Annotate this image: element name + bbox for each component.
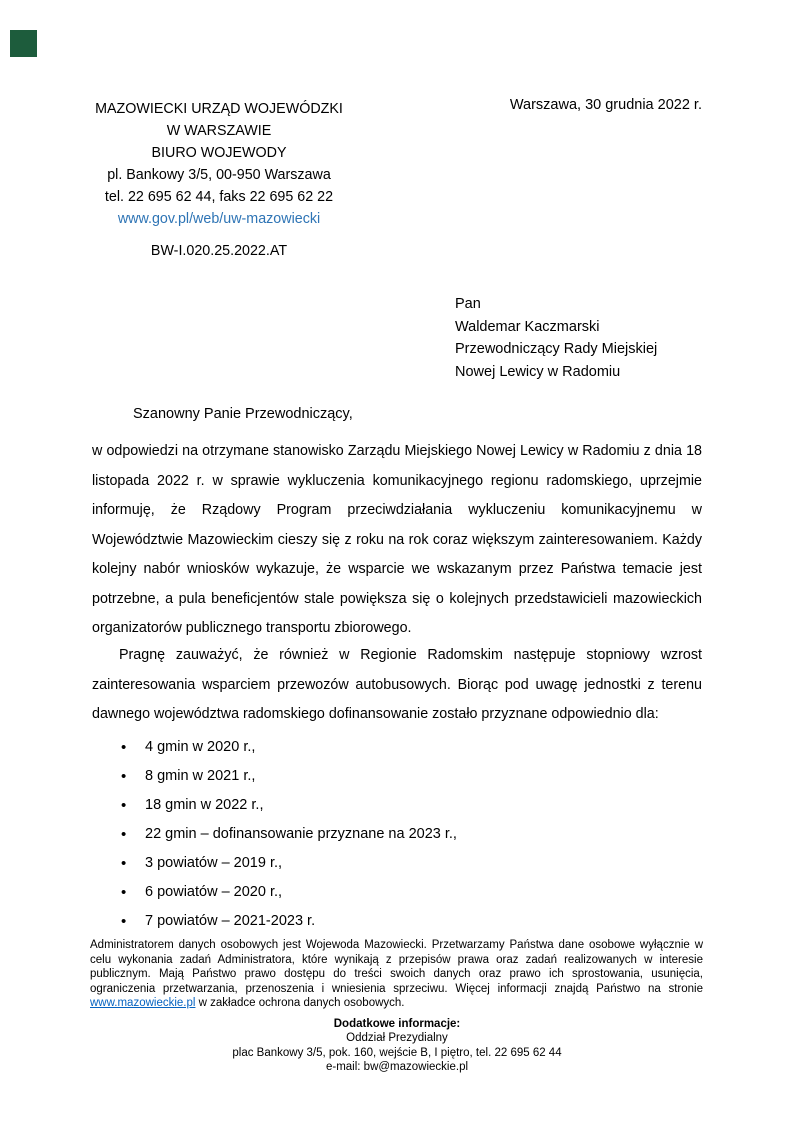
funding-bullet-item: [92, 791, 702, 820]
corner-mark: [10, 30, 37, 57]
funding-bullet-item: [92, 733, 702, 762]
letterhead-org-name: MAZOWIECKI URZĄD WOJEWÓDZKI: [95, 101, 343, 117]
disclaimer-text-before: Administratorem danych osobowych jest Wojewoda Mazowiecki. Przetwarzamy Państwa dane osobowe wyłącznie w celu wykonania zadań Administratora, które wynikają z przepisów prawa oraz zadań realizowanych w interesie publicznym. Mają Państwo prawo dostępu do treści swoich danych oraz prawo ich sprostowania, usunięcia, ograniczenia przetwarzania, przenoszenia i wniesienia sprzeciwu. Więcej informacji znajdą Państwo na stronie: [90, 939, 703, 995]
reference-number: BW-I.020.25.2022.AT: [150, 243, 288, 259]
funding-bullet-item: [92, 907, 702, 936]
disclaimer-text-after: w zakładce ochrona danych osobowych.: [195, 997, 405, 1010]
date-line: Warszawa, 30 grudnia 2022 r.: [509, 97, 702, 113]
letterhead-website-link[interactable]: www.gov.pl/web/uw-mazowiecki: [117, 211, 321, 227]
funding-bullet-list: [92, 733, 702, 936]
recipient-name: Waldemar Kaczmarski: [455, 318, 600, 335]
additional-info-block: [92, 1017, 702, 1075]
funding-bullet-text: 7 powiatów – 2021-2023 r.: [145, 913, 316, 929]
funding-bullet-text: 4 gmin w 2020 r.,: [145, 739, 256, 755]
additional-info-department: Oddział Prezydialny: [346, 1032, 448, 1045]
recipient-title-line2: Nowej Lewicy w Radomiu: [455, 363, 621, 380]
mazowieckie-website-link[interactable]: www.mazowieckie.pl: [90, 997, 196, 1010]
additional-info-email: e-mail: bw@mazowieckie.pl: [325, 1061, 469, 1074]
funding-bullet-text: 22 gmin – dofinansowanie przyznane na 2023 r.,: [145, 826, 457, 842]
privacy-disclaimer: [90, 938, 703, 1011]
funding-bullet-item: [92, 762, 702, 791]
greeting-line: Szanowny Panie Przewodniczący,: [133, 406, 353, 422]
paragraph-radom-region: Pragnę zauważyć, że również w Regionie Radomskim następuje stopniowy wzrost zainteresowania wsparciem przewozów autobusowych. Biorąc pod uwagę jednostki z terenu dawnego województwa radomskiego dofinansowanie zostało przyznane odpowiednio dla:: [92, 647, 702, 722]
funding-bullet-text: 3 powiatów – 2019 r.,: [145, 855, 283, 871]
recipient-title-line1: Przewodniczący Rady Miejskiej: [455, 341, 658, 357]
recipient-block: [455, 293, 657, 383]
letterhead-org-city: W WARSZAWIE: [166, 123, 272, 139]
paragraph-program-response: w odpowiedzi na otrzymane stanowisko Zarządu Miejskiego Nowej Lewicy w Radomiu z dnia 18 listopada 2022 r. w sprawie wykluczenia komunikacyjnego regionu radomskiego, uprzejmie informuję, że Rządowy Program przeciwdziałania wykluczeniu komunikacyjnemu w Województwie Mazowieckim cieszy się z roku na rok coraz większym zainteresowaniem. Każdy kolejny nabór wniosków wykazuje, że wsparcie we wskazanym przez Państwa temacie jest potrzebne, a pula beneficjentów stale powiększa się o kolejnych przedstawicieli mazowieckich organizatorów publicznego transportu zbiorowego.: [92, 443, 702, 636]
funding-bullet-text: 18 gmin w 2022 r.,: [145, 797, 264, 813]
letterhead-office: BIURO WOJEWODY: [151, 145, 287, 161]
funding-bullet-item: [92, 820, 702, 849]
additional-info-address: plac Bankowy 3/5, pok. 160, wejście B, I piętro, tel. 22 695 62 44: [232, 1046, 562, 1059]
funding-bullet-text: 6 powiatów – 2020 r.,: [145, 884, 283, 900]
funding-bullet-item: [92, 878, 702, 907]
recipient-salutation-word: Pan: [455, 296, 481, 312]
funding-bullet-item: [92, 849, 702, 878]
additional-info-title: Dodatkowe informacje:: [333, 1018, 461, 1030]
letterhead: [88, 98, 350, 262]
funding-bullet-text: 8 gmin w 2021 r.,: [145, 768, 256, 784]
letterhead-address: pl. Bankowy 3/5, 00-950 Warszawa: [107, 167, 331, 183]
letterhead-phone-fax: tel. 22 695 62 44, faks 22 695 62 22: [104, 189, 334, 205]
